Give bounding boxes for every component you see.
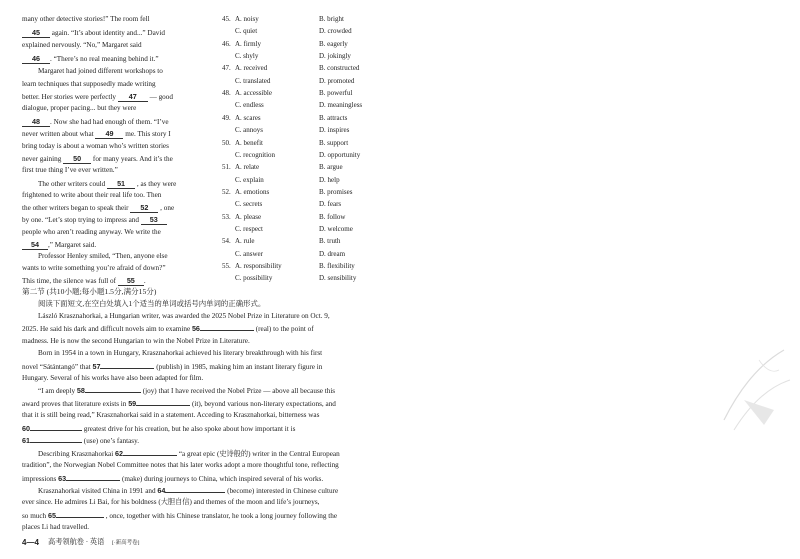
question-number: 55. [222,262,231,270]
option-a[interactable]: A. benefit [235,138,263,147]
cloze-line: The other writers could 51 , as they were [38,179,177,188]
blank-55[interactable]: 55 [118,276,144,286]
question-number: 46. [222,39,231,48]
blank-54[interactable]: 54 [22,240,48,250]
blank-49[interactable]: 49 [95,129,123,139]
cloze-line: never gaining 50 for many years. And it’s the [22,154,173,163]
option-d[interactable]: D. jokingly [319,52,351,61]
option-a[interactable]: A. received [235,64,268,73]
faded-watermark-image [704,330,794,450]
blank-62-number: 62 [115,449,124,458]
question-number: 47. [222,64,231,73]
option-d[interactable]: D. opportunity [319,150,361,159]
cloze-line: 46 . “There’s no real meaning behind it.” [22,54,159,64]
cloze-line: wants to write something you’re afraid of down?” [22,264,166,272]
cloze-line: This time, the silence was full of 55 . [22,276,146,285]
passage-line: Krasznahorkai visited China in 1991 and 64 (become) interested in Chinese culture [38,486,339,495]
passage-line: ever since. He admires Li Bai, for his boldness (大胆自信) and themes of the moon and life’s journeys, [22,498,320,506]
option-c[interactable]: C. recognition [235,150,276,159]
blank-62[interactable] [123,455,177,456]
question-number: 51. [222,163,231,172]
blank-48[interactable]: 48 [22,117,50,127]
passage-line: 61 (use) one’s fantasy. [22,436,140,445]
option-b[interactable]: B. attracts [319,113,348,122]
blank-60[interactable] [30,430,82,431]
option-d[interactable]: D. meaningless [319,101,363,110]
blank-57[interactable] [100,368,154,369]
question-number: 48. [222,89,231,98]
cloze-line: 48 . Now she had had enough of them. “I’ve [22,117,169,127]
option-c[interactable]: C. translated [235,76,271,85]
cloze-line: by one. “Let’s stop trying to impress and 53 [22,215,167,225]
cloze-line: learn techniques that supposedly made writing [22,80,156,88]
question-number: 45. [222,15,231,23]
passage-line: so much 65 , once, together with his Chinese translator, he took a long journey following the [22,511,338,520]
blank-47[interactable]: 47 [118,92,148,102]
option-d[interactable]: D. promoted [319,76,355,85]
question-number: 49. [222,113,231,122]
option-b[interactable]: B. argue [319,163,343,172]
option-c[interactable]: C. explain [235,175,264,184]
blank-63-number: 63 [58,474,67,483]
blank-52[interactable]: 52 [130,203,158,213]
option-d[interactable]: D. welcome [319,224,353,233]
passage-line: that it is still being read,” Krasznahorkai said in a statement. Acceding to Krasznahorkai, bitterness was [22,411,320,419]
cloze-line: first true thing I’ve ever written.” [22,166,118,174]
footer-tag: [·新高考卷] [112,539,140,546]
option-a[interactable]: A. relate [235,163,260,172]
passage-line: Born in 1954 in a town in Hungary, Krasznahorkai achieved his literary breakthrough with his first [38,349,323,357]
option-c[interactable]: C. shyly [235,52,259,61]
cloze-line: frightened to write about their real life too. Then [22,191,162,199]
option-c[interactable]: C. endless [235,101,264,110]
blank-63[interactable] [66,480,120,481]
option-a[interactable]: A. scares [235,113,261,122]
blank-64-number: 64 [157,486,166,495]
blank-50[interactable]: 50 [63,154,91,164]
cloze-line: dialogue, proper pacing... but they were [22,104,137,112]
blank-61[interactable] [30,442,82,443]
option-b[interactable]: B. bright [319,15,344,23]
passage-line: impressions 63 (make) during journeys to China, which inspired several of his works. [22,474,324,483]
option-a[interactable]: A. noisy [235,15,259,23]
question-number: 52. [222,187,231,196]
option-c[interactable]: C. respect [235,224,263,233]
blank-51[interactable]: 51 [107,179,135,189]
blank-64[interactable] [165,492,225,493]
cloze-line: bring today is about a woman who’s written stories [22,142,169,150]
option-d[interactable]: D. help [319,175,340,184]
option-d[interactable]: D. fears [319,200,342,209]
question-number: 53. [222,212,231,221]
option-d[interactable]: D. dream [319,249,346,258]
cloze-line: never written about what 49 me. This story I [22,129,171,138]
passage-line: madness. He is now the second Hungarian to win the Nobel Prize in Literature. [22,337,250,345]
blank-57-number: 57 [92,362,101,371]
blank-59[interactable] [136,405,190,406]
blank-58-number: 58 [76,386,85,395]
blank-46[interactable]: 46 [22,54,50,64]
passage-line: places Li had travelled. [22,523,90,531]
blank-59-number: 59 [128,399,137,408]
blank-45[interactable]: 45 [22,28,50,38]
passage-line: Describing Krasznahorkai 62 “a great epic (史诗般的) writer in the Central European [38,449,340,458]
page-number: 4—4 [22,538,39,547]
cloze-line: many other detective stories!” The room fell [22,15,150,23]
blank-65[interactable] [56,517,104,518]
blank-61-number: 61 [22,436,30,445]
question-number: 50. [222,138,231,147]
option-b[interactable]: B. follow [319,212,346,221]
option-b[interactable]: B. powerful [319,89,353,98]
passage-line: “I am deeply 58 (joy) that I have received the Nobel Prize — above all because this [38,386,336,395]
option-a[interactable]: A. accessible [235,89,272,98]
option-a[interactable]: A. emotions [235,187,270,196]
footer-title: 高考领航卷 · 英语 [48,538,105,546]
option-c[interactable]: C. possibility [235,274,273,283]
passage-line: award proves that literature exists in 59 (it), beyond various non-literary expectations, and [22,399,336,408]
option-b[interactable]: B. support [319,138,349,147]
blank-65-number: 65 [47,511,56,520]
cloze-line: people who aren’t reading anyway. We write the [22,228,161,236]
option-d[interactable]: D. sensibility [319,274,357,283]
cloze-line: the other writers began to speak their 52 , one [22,203,175,212]
cloze-line: better. Her stories were perfectly 47 — good [22,92,173,101]
option-b[interactable]: B. truth [319,237,341,246]
cloze-line: 54 ,” Margaret said. [22,240,96,250]
option-b[interactable]: B. promises [319,187,353,196]
passage-line: László Krasznahorkai, a Hungarian writer, was awarded the 2025 Nobel Prize in Literature on Oct. 9, [38,312,330,320]
cloze-line: Professor Henley smiled, “Then, anyone else [38,252,168,260]
option-d[interactable]: D. inspires [319,126,350,135]
option-c[interactable]: C. annoys [235,126,263,135]
option-a[interactable]: A. rule [235,237,255,246]
blank-53[interactable]: 53 [141,215,167,225]
option-a[interactable]: A. responsibility [235,262,282,270]
passage-line: 60 greatest drive for his creation, but he also spoke about how important it is [22,424,296,433]
option-a[interactable]: A. firmly [235,39,262,48]
blank-56-number: 56 [191,324,200,333]
cloze-line: explained nervously. “No,” Margaret said [22,41,142,49]
blank-60-number: 60 [22,424,30,433]
option-a[interactable]: A. please [235,212,262,221]
option-d[interactable]: D. crowded [319,27,352,36]
question-number: 54. [222,237,231,246]
option-b[interactable]: B. constructed [319,64,360,73]
option-c[interactable]: C. quiet [235,27,258,36]
option-c[interactable]: C. answer [235,249,263,258]
blank-56[interactable] [200,330,254,331]
passage-line: novel “Sátántangó” that 57 (publish) in 1985, making him an instant literary figure in [22,362,323,371]
passage-line: Hungary. Several of his works have also been adapted for film. [22,374,204,382]
blank-58[interactable] [85,392,141,393]
option-b[interactable]: B. flexibility [319,262,355,270]
section-instruction: 阅读下面短文,在空白处填入1个适当的单词或括号内单词的正确形式。 [38,299,266,308]
option-c[interactable]: C. secrets [235,200,263,209]
cloze-line: 45 again. “It’s about identity and...” David [22,28,165,38]
passage-line: 2025. He said his dark and difficult novels aim to examine 56 (real) to the point of [22,324,314,333]
passage-line: tradition”, the Norwegian Nobel Committee notes that his later works adopt a more thoughtful tone, reflecting [22,461,339,469]
option-b[interactable]: B. eagerly [319,39,348,48]
section-heading: 第二节 (共10小题;每小题1.5分,满分15分) [22,287,157,296]
cloze-line: Margaret had joined different workshops to [38,67,163,75]
